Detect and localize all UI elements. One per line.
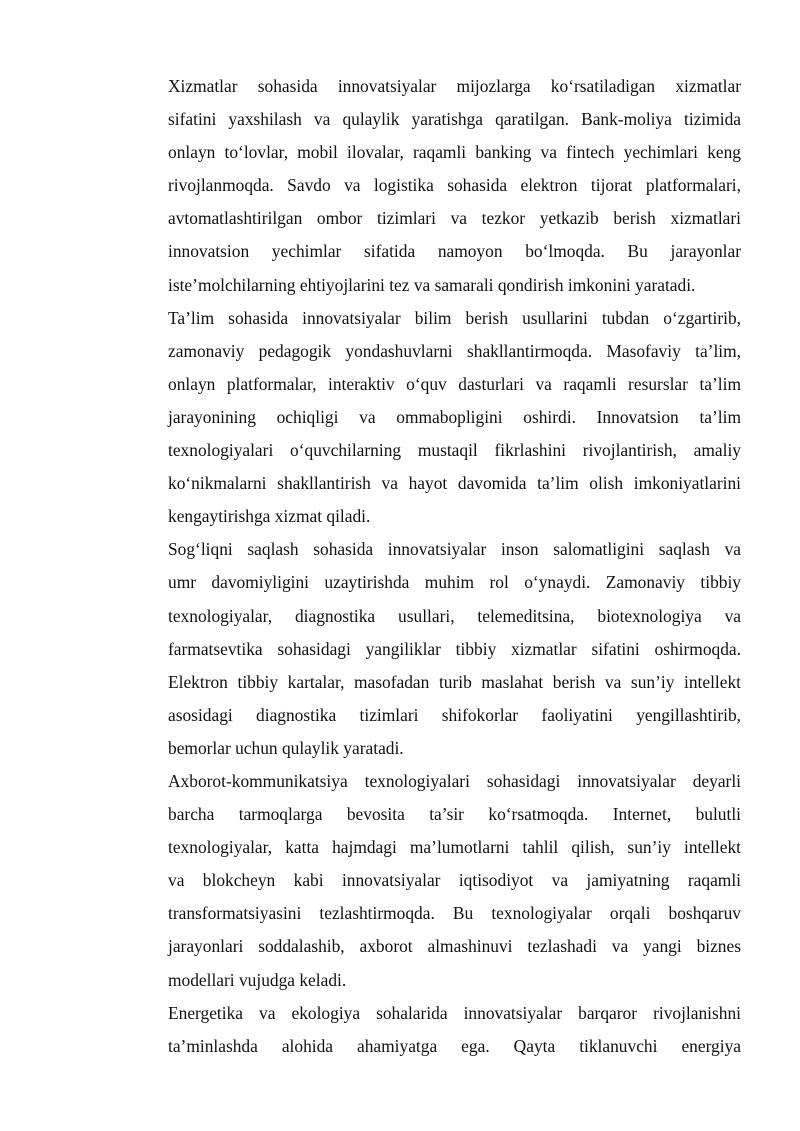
text-line: farmatsevtika sohasidagi yangiliklar tibbiy xizmatlar sifatini oshirmoqda.: [168, 638, 741, 659]
text-line: Elektron tibbiy kartalar, masofadan turib maslahat berish va sun’iy intellekt: [168, 671, 741, 692]
text-line: va blokcheyn kabi innovatsiyalar iqtisodiyot va jamiyatning raqamli: [168, 870, 741, 891]
text-line: Ta’lim sohasida innovatsiyalar bilim berish usullarini tubdan o‘zgartirib,: [168, 307, 741, 328]
paragraph-services: [168, 70, 741, 302]
text-line: asosidagi diagnostika tizimlari shifokorlar faoliyatini yengillashtirib,: [168, 704, 741, 725]
text-line: Axborot-kommunikatsiya texnologiyalari sohasidagi innovatsiyalar deyarli: [168, 770, 741, 791]
text-line: kengaytirishga xizmat qiladi.: [168, 506, 371, 527]
text-line: avtomatlashtirilgan ombor tizimlari va tezkor yetkazib berish xizmatlari: [168, 208, 741, 229]
text-line: jarayonining ochiqligi va ommabopligini oshirdi. Innovatsion ta’lim: [168, 406, 741, 427]
paragraph-healthcare: [168, 533, 741, 765]
text-line: bemorlar uchun qulaylik yaratadi.: [168, 737, 404, 758]
document-page: [168, 70, 741, 1063]
text-line: texnologiyalari o‘quvchilarning mustaqil fikrlashini rivojlantirish, amaliy: [168, 440, 741, 461]
text-line: onlayn platformalar, interaktiv o‘quv dasturlari va raqamli resurslar ta’lim: [168, 373, 741, 394]
text-line: jarayonlari soddalashib, axborot almashinuvi tezlashadi va yangi biznes: [168, 936, 741, 957]
text-line: sifatini yaxshilash va qulaylik yaratishga qaratilgan. Bank-moliya tizimida: [168, 109, 741, 130]
text-line: modellari vujudga keladi.: [168, 969, 347, 990]
text-line: onlayn to‘lovlar, mobil ilovalar, raqamli banking va fintech yechimlari keng: [168, 142, 741, 163]
paragraph-energy: [168, 997, 741, 1063]
text-line: Xizmatlar sohasida innovatsiyalar mijozlarga ko‘rsatiladigan xizmatlar: [168, 76, 741, 96]
text-line: Energetika va ekologiya sohalarida innovatsiyalar barqaror rivojlanishni: [168, 1002, 741, 1023]
text-line: barcha tarmoqlarga bevosita ta’sir ko‘rsatmoqda. Internet, bulutli: [168, 804, 741, 825]
text-line: zamonaviy pedagogik yondashuvlarni shakllantirmoqda. Masofaviy ta’lim,: [168, 340, 741, 361]
text-line: Sog‘liqni saqlash sohasida innovatsiyalar inson salomatligini saqlash va: [168, 539, 741, 560]
text-line: innovatsion yechimlar sifatida namoyon bo‘lmoqda. Bu jarayonlar: [168, 241, 741, 262]
text-line: texnologiyalar, katta hajmdagi ma’lumotlarni tahlil qilish, sun’iy intellekt: [168, 837, 741, 858]
text-line: texnologiyalar, diagnostika usullari, telemeditsina, biotexnologiya va: [168, 605, 741, 626]
text-line: umr davomiyligini uzaytirishda muhim rol o‘ynaydi. Zamonaviy tibbiy: [168, 572, 741, 593]
text-line: iste’molchilarning ehtiyojlarini tez va samarali qondirish imkonini yaratadi.: [168, 274, 696, 295]
text-line: transformatsiyasini tezlashtirmoqda. Bu texnologiyalar orqali boshqaruv: [168, 903, 741, 924]
text-line: ko‘nikmalarni shakllantirish va hayot davomida ta’lim olish imkoniyatlarini: [168, 473, 741, 494]
text-line: rivojlanmoqda. Savdo va logistika sohasida elektron tijorat platformalari,: [168, 175, 741, 196]
paragraph-ict: [168, 765, 741, 997]
text-line: ta’minlashda alohida ahamiyatga ega. Qayta tiklanuvchi energiya: [168, 1035, 741, 1056]
paragraph-education: [168, 302, 741, 534]
